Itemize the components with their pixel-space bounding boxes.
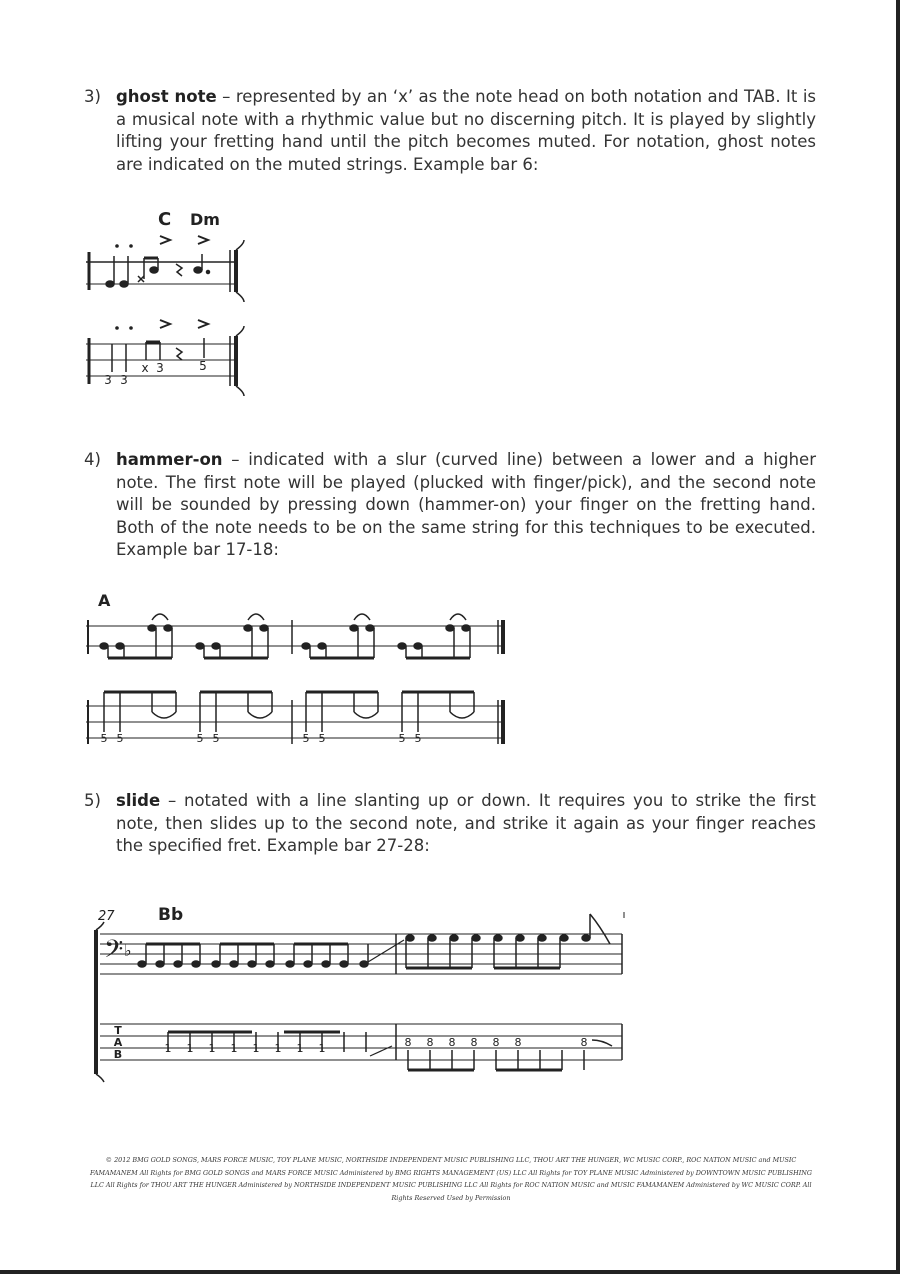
tab-number: 5 <box>398 732 406 745</box>
tab-number: 3 <box>120 373 128 387</box>
notes-bar2 <box>406 912 624 968</box>
tab-number: 1 <box>230 1042 238 1055</box>
tab-clef-letter: T <box>114 1024 122 1037</box>
tab-number: 5 <box>199 359 207 373</box>
tab-number: 5 <box>116 732 124 745</box>
description-ghost-note: – represented by an ‘x’ as the note head on both notation and TAB. It is a musical note with a rhythmic value but no discerning pitch. It is played by slightly lifting your fretting hand until the pitch becomes muted. For notation, ghost notes are indicated on the muted strings. Example bar 6: <box>116 87 816 174</box>
tab-number: 5 <box>212 732 220 745</box>
tab-number: 1 <box>274 1042 282 1055</box>
tab-number: 1 <box>296 1042 304 1055</box>
copyright-notice: © 2012 BMG GOLD SONGS, MARS FORCE MUSIC, TOY PLANE MUSIC, NORTHSIDE INDEPENDENT MUSIC PUBLISHING LLC, THOU ART THE HUNGER, WC MUSIC CORP., ROC NATION MUSIC and MUSIC FAMAMANEM All Rights for BMG GOLD SONGS and MARS FORCE MUSIC Administered by BMG RIGHTS MANAGEMENT (US) LLC All Rights for TOY PLANE MUSIC Administered by DOWNTOWN MUSIC PUBLISHING LLC All Rights for THOU ART THE HUNGER Administered by NORTHSIDE INDEPENDENT MUSIC PUBLISHING LLC All Rights for ROC NATION MUSIC and MUSIC FAMAMANEM Administered by WC MUSIC CORP. All Rights Reserved Used by Permission <box>90 1156 812 1202</box>
tab-number: 1 <box>164 1042 172 1055</box>
item-number: 4) <box>84 450 101 469</box>
example-ghost-note <box>86 209 244 396</box>
description-slide: – notated with a line slanting up or down. It requires you to strike the first note, then slides up to the second note, and strike it again as your finger reaches the specified fret. Example bar 27-28: <box>116 791 816 855</box>
tab-numbers <box>165 1036 588 1055</box>
tab-number: 3 <box>156 361 164 375</box>
tab-number: 1 <box>186 1042 194 1055</box>
rhythm-staff <box>86 240 244 302</box>
tab-number: 5 <box>196 732 204 745</box>
tab-number: 5 <box>414 732 422 745</box>
item-number: 5) <box>84 791 101 810</box>
tab-number: 5 <box>302 732 310 745</box>
tab-number: 8 <box>470 1036 478 1049</box>
tab-clef <box>114 1024 123 1061</box>
rhythm-staff <box>86 620 505 654</box>
tab-number: 8 <box>448 1036 456 1049</box>
tab-number: 5 <box>318 732 326 745</box>
item-number: 3) <box>84 87 101 106</box>
description-hammer-on: – indicated with a slur (curved line) between a lower and a higher note. The first note will be played (plucked with finger/pick), and the second note will be sounded by pressing down (hammer-on) your finger on the fretting hand. Both of the note needs to be on the same string for this techniques to be executed. Example bar 17-18: <box>116 450 816 559</box>
tab-number: 1 <box>252 1042 260 1055</box>
tab-staff <box>100 1024 622 1070</box>
chord-symbol: Bb <box>158 905 184 925</box>
tab-number: 3 <box>104 373 112 387</box>
tab-number: 8 <box>492 1036 500 1049</box>
hammer-on-groups <box>100 614 470 658</box>
flat-icon: ♭ <box>124 941 132 960</box>
accent-marks <box>160 236 208 328</box>
tab-number: 8 <box>426 1036 434 1049</box>
section-label: A <box>98 591 111 610</box>
bar-number: 27 <box>98 909 115 924</box>
tab-number: 8 <box>404 1036 412 1049</box>
tab-number: x <box>141 361 149 375</box>
term-hammer-on: hammer-on <box>116 450 223 469</box>
tab-number: 8 <box>580 1036 588 1049</box>
tab-numbers <box>104 359 207 387</box>
term-ghost-note: ghost note <box>116 87 217 106</box>
tab-number: 1 <box>318 1042 326 1055</box>
bass-clef-icon: 𝄢 <box>104 935 124 970</box>
tab-number: 1 <box>208 1042 216 1055</box>
chord-symbol: Dm <box>190 210 220 229</box>
tab-clef-letter: A <box>113 1036 123 1049</box>
chord-symbol: C <box>158 209 172 230</box>
term-slide: slide <box>116 791 161 810</box>
notes <box>106 254 210 287</box>
tab-clef-letter: B <box>113 1048 123 1061</box>
tab-staff <box>86 692 505 744</box>
tab-number: 8 <box>514 1036 522 1049</box>
example-hammer-on <box>86 591 505 745</box>
example-slide <box>96 905 624 1082</box>
tab-number: 5 <box>100 732 108 745</box>
